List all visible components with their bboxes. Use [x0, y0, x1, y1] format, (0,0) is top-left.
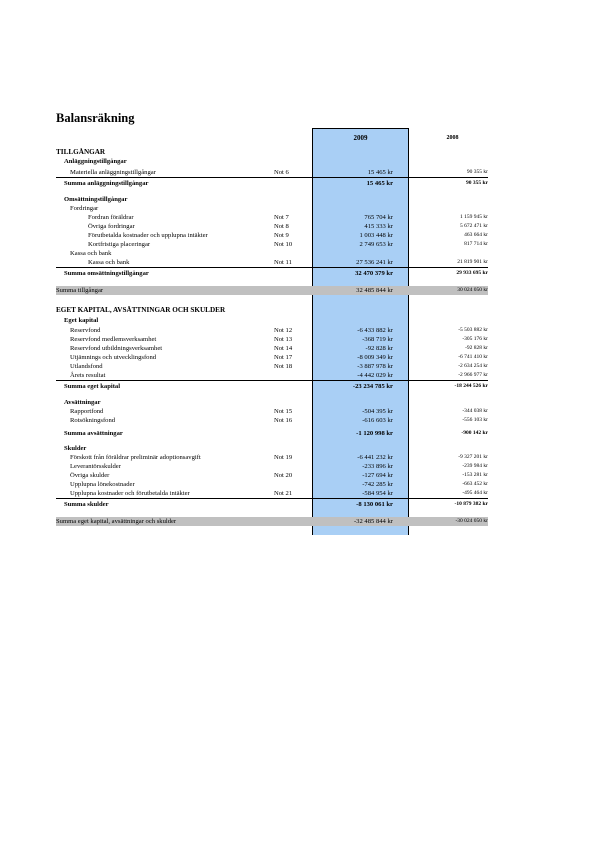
row-label: Omsättningstillgångar — [64, 196, 128, 203]
section-heading — [56, 316, 488, 325]
page-title: Balansräkning — [56, 111, 135, 125]
value-2008: -239 984 kr — [462, 463, 488, 469]
value-2009: 32 485 844 kr — [356, 287, 393, 294]
row-label: Rotsökningsfond — [70, 417, 116, 424]
row-label: Leverantörsskulder — [70, 463, 121, 470]
note-reference: Not 21 — [274, 490, 293, 497]
note-reference: Not 19 — [274, 454, 293, 461]
summary-row — [56, 517, 488, 526]
value-2008: -2 634 254 kr — [458, 363, 488, 369]
value-2008: -153 281 kr — [462, 472, 488, 478]
row-label: Upplupna kostnader och förutbetalda intäkter — [70, 490, 190, 497]
note-reference: Not 8 — [274, 223, 289, 230]
section-heading — [56, 444, 488, 453]
table-row — [56, 240, 488, 249]
row-label: Anläggningstillgångar — [64, 158, 127, 165]
value-2008: 29 933 695 kr — [456, 270, 488, 276]
value-2008: 90 355 kr — [466, 169, 488, 175]
note-reference: Not 7 — [274, 214, 289, 221]
value-2009: -32 485 844 kr — [353, 518, 393, 525]
value-2008: -5 503 882 kr — [458, 327, 488, 333]
row-label: Kassa och bank — [70, 250, 112, 257]
table-row — [56, 326, 488, 335]
table-row — [56, 453, 488, 462]
value-2009: 15 465 kr — [366, 180, 393, 187]
note-reference: Not 13 — [274, 336, 293, 343]
row-label: EGET KAPITAL, AVSÄTTNINGAR OCH SKULDER — [56, 306, 226, 314]
row-label: Eget kapital — [64, 317, 99, 324]
table-row — [56, 335, 488, 344]
row-label: Förskott från föräldrar preliminär adoptionsavgift — [70, 454, 201, 461]
row-label: Summa omsättningstillgångar — [64, 270, 149, 277]
note-reference: Not 16 — [274, 417, 293, 424]
section-heading — [56, 195, 488, 204]
value-2008: -663 452 kr — [462, 481, 488, 487]
table-row — [56, 231, 488, 240]
row-label: Reservfond medlemsverksamhet — [70, 336, 157, 343]
value-2009: -6 433 882 kr — [357, 327, 393, 334]
section-heading — [56, 398, 488, 407]
value-2009: -4 442 029 kr — [357, 372, 393, 379]
table-row — [56, 407, 488, 416]
row-label: Rapportfond — [70, 408, 104, 415]
value-2009: -233 896 kr — [362, 463, 393, 470]
table-row — [56, 416, 488, 425]
column-header-2009: 2009 — [353, 134, 368, 142]
value-2008: 817 714 kr — [464, 241, 488, 247]
row-label: Övriga fordringar — [88, 223, 135, 230]
value-2009: -92 828 kr — [365, 345, 393, 352]
value-2009: -584 954 kr — [362, 490, 393, 497]
value-2009: 2 749 653 kr — [359, 241, 393, 248]
row-label: Summa tillgångar — [56, 287, 104, 294]
section-heading — [56, 157, 488, 166]
value-2009: -23 234 785 kr — [352, 383, 393, 390]
value-2008: 1 159 945 kr — [460, 214, 488, 220]
value-2008: -10 879 382 kr — [454, 501, 488, 507]
summary-row — [56, 179, 488, 188]
value-2009: -368 719 kr — [362, 336, 393, 343]
row-label: Avsättningar — [64, 399, 101, 406]
row-label: Reservfond — [70, 327, 101, 334]
row-label: Utlandsfond — [70, 363, 103, 370]
row-label: Årets resultat — [70, 372, 106, 379]
row-label: Reservfond utbildningsverksamhet — [70, 345, 163, 352]
value-2008: 463 664 kr — [464, 232, 488, 238]
summary-row — [56, 286, 488, 295]
row-label: Skulder — [64, 445, 87, 452]
table-row — [56, 471, 488, 480]
note-reference: Not 17 — [274, 354, 293, 361]
row-label: Kortfristiga placeringar — [88, 241, 151, 248]
value-2009: -742 285 kr — [362, 481, 393, 488]
value-2008: 30 024 050 kr — [457, 287, 488, 293]
table-row — [56, 462, 488, 471]
value-2008: -92 828 kr — [465, 345, 488, 351]
value-2008: -900 142 kr — [461, 430, 488, 436]
table-row — [56, 353, 488, 362]
summary-row — [56, 429, 488, 438]
value-2009: 27 536 241 kr — [356, 259, 393, 266]
table-row — [56, 204, 488, 213]
value-2009: -127 694 kr — [362, 472, 393, 479]
value-2009: 15 465 kr — [367, 169, 393, 176]
summary-row — [56, 382, 488, 391]
table-row — [56, 480, 488, 489]
value-2008: -30 024 050 kr — [455, 518, 488, 524]
row-label: Summa avsättningar — [64, 430, 123, 437]
value-2008: -2 966 977 kr — [458, 372, 488, 378]
table-row — [56, 258, 488, 268]
table-row — [56, 222, 488, 231]
section-heading — [56, 148, 488, 157]
value-2009: 32 470 379 kr — [355, 270, 393, 277]
value-2009: 765 704 kr — [364, 214, 393, 221]
row-label: Fordringar — [70, 205, 99, 212]
value-2009: -3 887 978 kr — [357, 363, 393, 370]
value-2009: -616 603 kr — [362, 417, 393, 424]
column-header-2008: 2008 — [446, 135, 459, 141]
row-label: Summa skulder — [64, 501, 109, 508]
row-label: Övriga skulder — [70, 472, 110, 479]
note-reference: Not 6 — [274, 169, 289, 176]
value-2009: -8 130 061 kr — [356, 501, 393, 508]
note-reference: Not 14 — [274, 345, 293, 352]
row-label: Fordran föräldrar — [88, 214, 134, 221]
summary-row — [56, 500, 488, 509]
table-row — [56, 249, 488, 258]
value-2009: -1 120 998 kr — [356, 430, 393, 437]
value-2009: 415 333 kr — [364, 223, 393, 230]
value-2009: -504 395 kr — [362, 408, 393, 415]
value-2008: -9 327 201 kr — [458, 454, 488, 460]
value-2008: 90 355 kr — [466, 180, 488, 186]
note-reference: Not 9 — [274, 232, 289, 239]
value-2008: 21 819 901 kr — [457, 259, 488, 265]
value-2009: -8 009 349 kr — [357, 354, 393, 361]
value-2008: -344 038 kr — [462, 408, 488, 414]
value-2009: -6 441 232 kr — [357, 454, 393, 461]
row-label: Utjämnings och utvecklingsfond — [70, 354, 157, 361]
summary-row — [56, 269, 488, 278]
table-row — [56, 489, 488, 499]
table-row — [56, 213, 488, 222]
section-heading — [56, 306, 488, 315]
row-label: Summa eget kapital — [64, 383, 121, 390]
table-row — [56, 344, 488, 353]
note-reference: Not 20 — [274, 472, 293, 479]
value-2008: -305 176 kr — [462, 336, 488, 342]
note-reference: Not 11 — [274, 259, 292, 266]
row-label: Materiella anläggningstillgångar — [70, 169, 156, 176]
row-label: Summa eget kapital, avsättningar och skulder — [56, 518, 177, 525]
note-reference: Not 12 — [274, 327, 293, 334]
value-2008: 5 672 471 kr — [460, 223, 488, 229]
note-reference: Not 15 — [274, 408, 293, 415]
table-row — [56, 168, 488, 178]
row-label: Kassa och bank — [88, 259, 130, 266]
note-reference: Not 10 — [274, 241, 293, 248]
value-2008: -495 464 kr — [462, 490, 488, 496]
row-label: Förutbetalda kostnader och upplupna intäkter — [88, 232, 208, 239]
row-label: TILLGÅNGAR — [56, 148, 106, 156]
value-2008: -18 244 526 kr — [454, 383, 488, 389]
value-2009: 1 003 448 kr — [359, 232, 393, 239]
table-row — [56, 362, 488, 371]
table-row — [56, 371, 488, 381]
note-reference: Not 18 — [274, 363, 293, 370]
row-label: Upplupna lönekostnader — [70, 481, 135, 488]
value-2008: -6 741 410 kr — [458, 354, 488, 360]
value-2008: -556 103 kr — [462, 417, 488, 423]
row-label: Summa anläggningstillgångar — [64, 180, 149, 187]
